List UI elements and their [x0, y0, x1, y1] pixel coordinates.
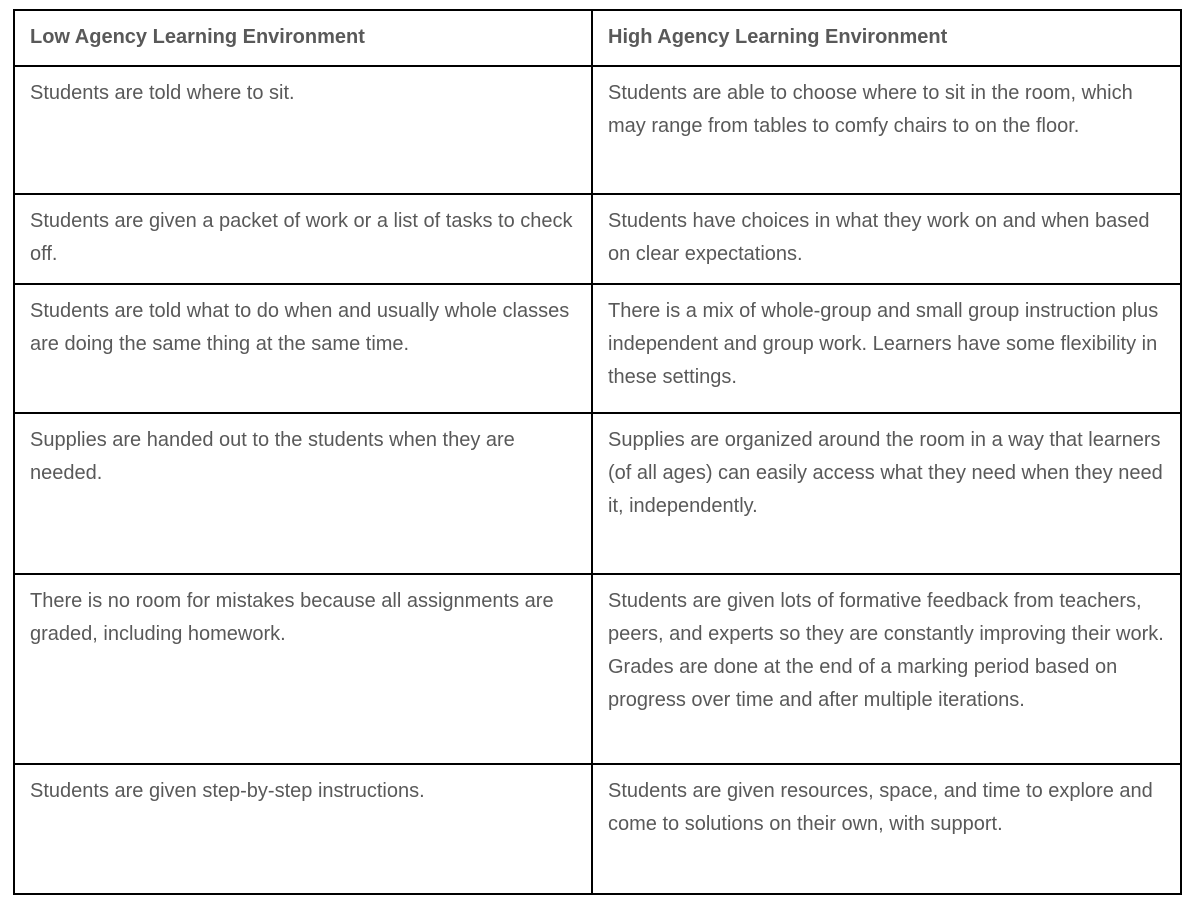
low-agency-cell: Students are given a packet of work or a list of tasks to check off.: [14, 194, 592, 284]
column-header-low-agency: Low Agency Learning Environment: [14, 10, 592, 66]
high-agency-cell: There is a mix of whole-group and small group instruction plus independent and group work. Learners have some flexibility in these settings.: [592, 284, 1181, 413]
table-row: [14, 66, 1181, 194]
high-agency-cell: Supplies are organized around the room in a way that learners (of all ages) can easily access what they need when they need it, independently.: [592, 413, 1181, 574]
table-row: [14, 194, 1181, 284]
column-header-high-agency: High Agency Learning Environment: [592, 10, 1181, 66]
low-agency-cell: Students are told where to sit.: [14, 66, 592, 194]
table-row: [14, 413, 1181, 574]
table-row: [14, 284, 1181, 413]
low-agency-cell: There is no room for mistakes because all assignments are graded, including homework.: [14, 574, 592, 764]
low-agency-cell: Students are told what to do when and usually whole classes are doing the same thing at the same time.: [14, 284, 592, 413]
table-row: [14, 764, 1181, 894]
low-agency-cell: Students are given step-by-step instructions.: [14, 764, 592, 894]
high-agency-cell: Students are given lots of formative feedback from teachers, peers, and experts so they are constantly improving their work. Grades are done at the end of a marking period based on progress over time and after multiple iterations.: [592, 574, 1181, 764]
high-agency-cell: Students are given resources, space, and time to explore and come to solutions on their own, with support.: [592, 764, 1181, 894]
table-row: [14, 574, 1181, 764]
high-agency-cell: Students are able to choose where to sit in the room, which may range from tables to comfy chairs to on the floor.: [592, 66, 1181, 194]
agency-comparison-table: [13, 9, 1182, 895]
low-agency-cell: Supplies are handed out to the students when they are needed.: [14, 413, 592, 574]
high-agency-cell: Students have choices in what they work on and when based on clear expectations.: [592, 194, 1181, 284]
table-header-row: [14, 10, 1181, 66]
